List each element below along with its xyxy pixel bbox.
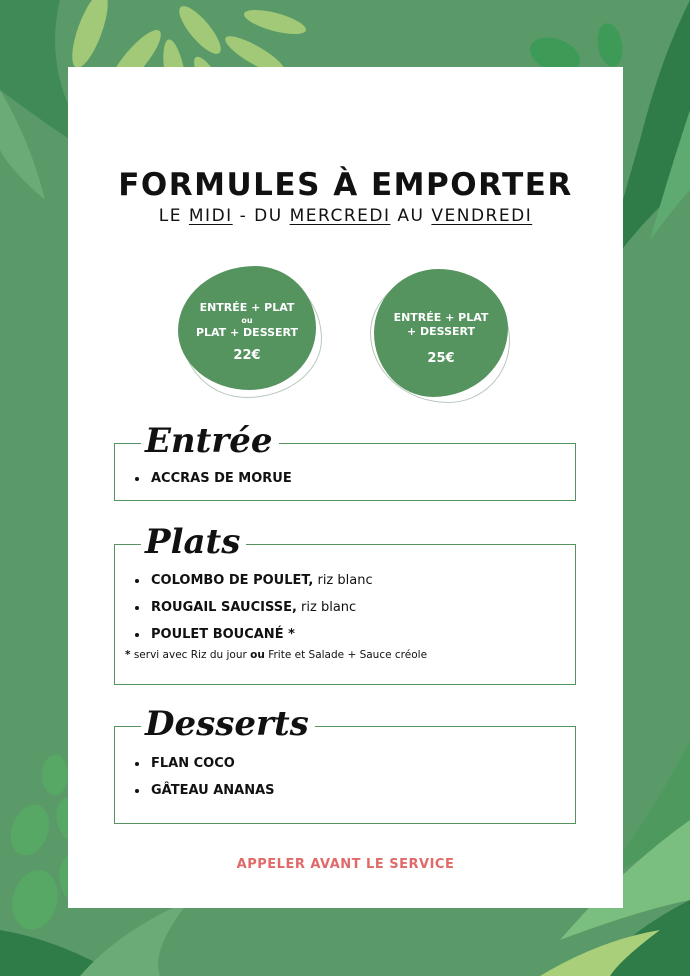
serving-note: * servi avec Riz du jour ou Frite et Salade + Sauce créole xyxy=(125,649,428,661)
list-item: GÂTEAU ANANAS xyxy=(135,777,275,804)
section-title: Desserts xyxy=(141,704,315,744)
offer-badge-25: ENTRÉE + PLAT + DESSERT 25€ xyxy=(374,269,508,397)
call-before-service: APPELER AVANT LE SERVICE xyxy=(236,857,455,872)
section-desserts xyxy=(114,704,576,824)
list-item: FLAN COCO xyxy=(135,750,275,777)
list-item: ACCRAS DE MORUE xyxy=(135,465,292,492)
list-item: ROUGAIL SAUCISSE, riz blanc xyxy=(135,594,373,621)
section-title: Plats xyxy=(141,522,246,562)
offer-badge-22: ENTRÉE + PLAT ou PLAT + DESSERT 22€ xyxy=(178,266,316,390)
list-item: COLOMBO DE POULET, riz blanc xyxy=(135,567,373,594)
section-plats xyxy=(114,522,576,685)
menu-card xyxy=(68,67,623,908)
page-title: FORMULES À EMPORTER xyxy=(118,167,573,203)
list-item: POULET BOUCANÉ * xyxy=(135,621,373,648)
section-entree xyxy=(114,421,576,501)
page-subtitle: LE MIDI - DU MERCREDI AU VENDREDI xyxy=(158,206,533,226)
section-title: Entrée xyxy=(141,421,279,461)
